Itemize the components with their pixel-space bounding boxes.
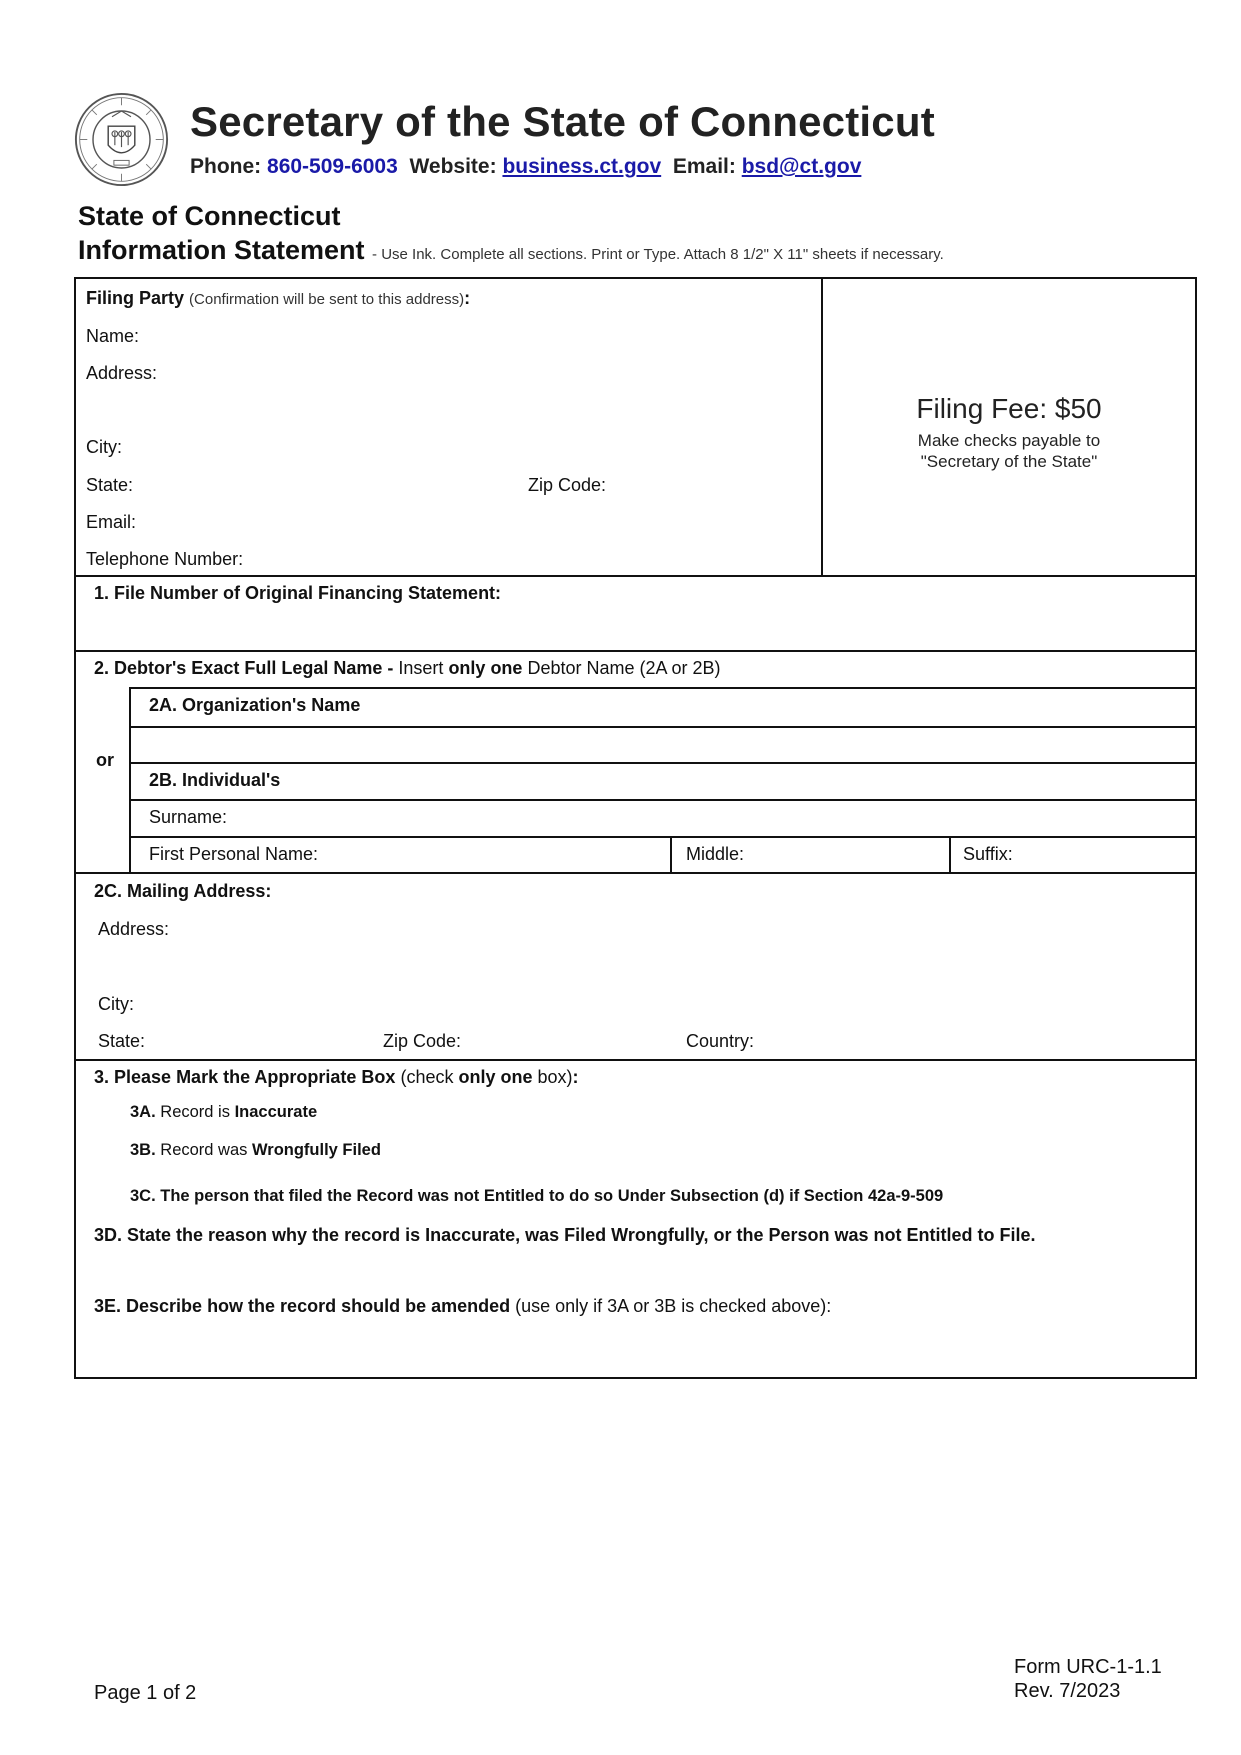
form-revision: Rev. 7/2023 bbox=[1014, 1680, 1121, 1702]
mailing-state-label: State: bbox=[98, 1031, 146, 1051]
email-link[interactable]: bsd@ct.gov bbox=[741, 155, 862, 178]
filing-zip-label: Zip Code: bbox=[528, 475, 607, 495]
individual-label: 2B. Individual's bbox=[149, 770, 281, 790]
section3e-label: 3E. Describe how the record should be amended bbox=[94, 1296, 511, 1316]
divider-2b-top bbox=[129, 762, 1197, 764]
mailing-address-label: 2C. Mailing Address: bbox=[94, 881, 272, 901]
filing-city-label: City: bbox=[86, 437, 122, 457]
agency-title: Secretary of the State of Connecticut bbox=[190, 98, 935, 145]
option-3a[interactable]: 3A. Record is Inaccurate bbox=[130, 1103, 318, 1121]
divider-section1 bbox=[74, 575, 1197, 577]
section3-label: 3. Please Mark the Appropriate Box bbox=[94, 1067, 396, 1087]
middle-label: Middle: bbox=[686, 844, 745, 864]
filing-address-label: Address: bbox=[86, 363, 158, 383]
org-name-label: 2A. Organization's Name bbox=[149, 695, 361, 715]
option-3c[interactable]: 3C. The person that filed the Record was not Entitled to do so Under Subsection (d) if Section 42a-9-509 bbox=[130, 1187, 944, 1205]
divider-2a-top bbox=[129, 687, 1197, 689]
first-name-label: First Personal Name: bbox=[149, 844, 319, 864]
divider-2b-mid bbox=[129, 799, 1197, 801]
divider-2c bbox=[74, 872, 1197, 874]
form-id bbox=[1014, 1655, 1162, 1703]
phone-number: 860-509-6003 bbox=[267, 155, 398, 178]
table-border-top bbox=[74, 277, 1197, 279]
section2-heading: 2. Debtor's Exact Full Legal Name - Insert only one Debtor Name (2A or 2B) bbox=[94, 658, 721, 678]
filing-party-note: (Confirmation will be sent to this address) bbox=[189, 291, 465, 308]
table-border-right bbox=[1195, 277, 1197, 1379]
or-label: or bbox=[96, 750, 114, 770]
divider-middle bbox=[670, 836, 672, 874]
debtor-inner-left bbox=[129, 687, 131, 874]
divider-section3 bbox=[74, 1059, 1197, 1061]
filing-telephone-label: Telephone Number: bbox=[86, 549, 244, 569]
fee-note-line2: "Secretary of the State" bbox=[920, 452, 1098, 471]
form-instructions: - Use Ink. Complete all sections. Print or Type. Attach 8 1/2" X 11" sheets if necessary. bbox=[372, 246, 944, 263]
email-label: Email: bbox=[672, 155, 736, 178]
mailing-city-label: City: bbox=[98, 994, 134, 1014]
section3d-label: 3D. State the reason why the record is Inaccurate, was Filed Wrongfully, or the Person was not Entitled to File. bbox=[94, 1225, 1036, 1245]
section1-label: 1. File Number of Original Financing Statement: bbox=[94, 583, 502, 603]
website-label: Website: bbox=[409, 155, 497, 178]
filing-party-label: Filing Party bbox=[86, 288, 185, 308]
suffix-label: Suffix: bbox=[963, 844, 1013, 864]
filing-state-label: State: bbox=[86, 475, 134, 495]
page-number: Page 1 of 2 bbox=[94, 1682, 197, 1704]
mailing-address-field-label: Address: bbox=[98, 919, 170, 939]
phone-label: Phone: bbox=[190, 155, 262, 178]
form-name: Information Statement bbox=[78, 235, 365, 265]
filing-party-heading: Filing Party (Confirmation will be sent to this address): bbox=[86, 288, 471, 308]
surname-label: Surname: bbox=[149, 807, 228, 827]
filing-fee-note bbox=[826, 430, 1192, 472]
form-title bbox=[78, 235, 944, 266]
option-3b[interactable]: 3B. Record was Wrongfully Filed bbox=[130, 1141, 381, 1159]
table-border-bottom bbox=[74, 1377, 1197, 1379]
form-number: Form URC-1-1.1 bbox=[1014, 1656, 1162, 1678]
contact-line bbox=[190, 155, 861, 179]
divider-2b-surname bbox=[129, 836, 1197, 838]
filing-name-label: Name: bbox=[86, 326, 140, 346]
ct-seal-logo bbox=[74, 92, 169, 187]
mailing-zip-label: Zip Code: bbox=[383, 1031, 462, 1051]
website-link[interactable]: business.ct.gov bbox=[502, 155, 662, 178]
section3e-heading: 3E. Describe how the record should be amended (use only if 3A or 3B is checked above): bbox=[94, 1296, 832, 1316]
fee-note-line1: Make checks payable to bbox=[917, 431, 1101, 450]
table-border-left bbox=[74, 277, 76, 1379]
divider-section2 bbox=[74, 650, 1197, 652]
divider-suffix bbox=[949, 836, 951, 874]
form-state-heading: State of Connecticut bbox=[78, 201, 341, 231]
section3-heading: 3. Please Mark the Appropriate Box (check only one box): bbox=[94, 1067, 579, 1087]
fee-divider bbox=[821, 277, 823, 577]
mailing-country-label: Country: bbox=[686, 1031, 755, 1051]
section2-label: 2. Debtor's Exact Full Legal Name - bbox=[94, 658, 394, 678]
filing-email-label: Email: bbox=[86, 512, 137, 532]
filing-fee-title: Filing Fee: $50 bbox=[916, 393, 1102, 424]
divider-2a-mid bbox=[129, 726, 1197, 728]
